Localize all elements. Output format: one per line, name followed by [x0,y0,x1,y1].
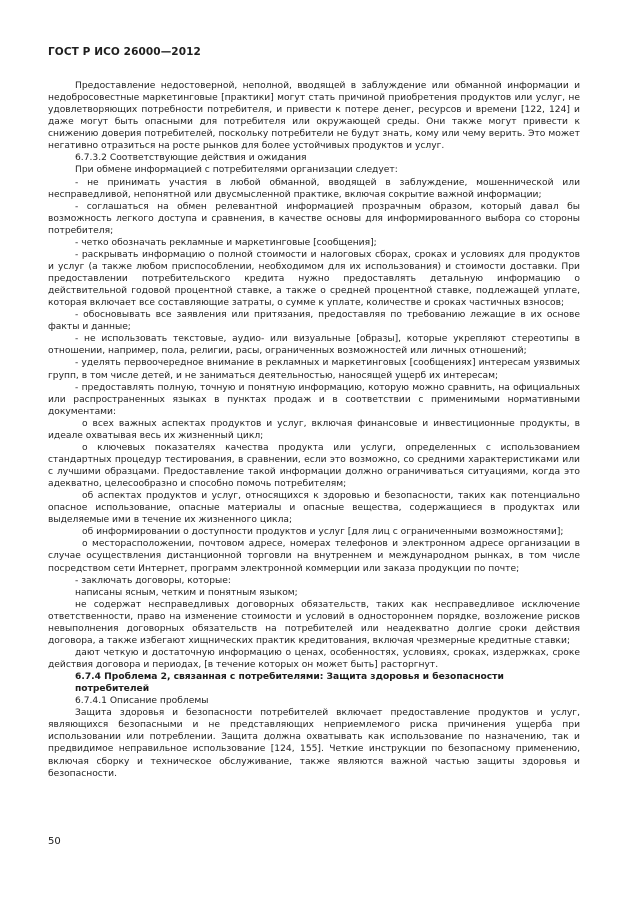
sub-list-item: написаны ясным, четким и понятным языком; [75,587,298,598]
list-item: - обосновывать все заявления или притязания, предоставляя по требованию лежащие в их основе факты и данные; [48,310,580,333]
list-item: - заключать договоры, которые: [75,575,231,586]
sub-list-item: о всех важных аспектах продуктов и услуг, включая финансовые и инвестиционные продукты, в идеале охватывая весь их жизненный цикл; [48,418,580,441]
list-item: - соглашаться на обмен релевантной информацией прозрачным образом, который давал бы возможность легкого доступа и сравнения, в качестве основы для информированного выбора со стороны потребителя; [48,201,580,236]
list-item: - не использовать текстовые, аудио- или визуальные [образы], которые укрепляют стереотипы в отношении, например, пола, религии, расы, ограниченных возможностей или личных отношений; [48,334,580,357]
document-body [48,80,580,780]
list-item: - уделять первоочередное внимание в рекламных и маркетинговых [сообщениях] интересам уязвимых групп, в том числе детей, и не заниматься деятельностью, наносящей ущерб их интересам; [48,358,580,381]
list-item: - не принимать участия в любой обманной, вводящей в заблуждение, мошеннической или несправедливой, непонятной или двусмысленной практике, включая сокрытие важной информации; [48,177,580,200]
sub-list-item: дают четкую и достаточную информацию о ценах, особенностях, условиях, сроках, издержках, сроке действия договора и периодах, [в течение которых он может быть] расторгнут. [48,647,580,670]
sub-list-item: об аспектах продуктов и услуг, относящихся к здоровью и безопасности, таких как потенциально опасное использование, опасные материалы и опасные вещества, содержащиеся в продуктах или выделяемые ими в течение их жизненного цикла; [48,491,580,526]
sub-list-item: об информировании о доступности продуктов и услуг [для лиц с ограниченными возможностями]; [82,527,564,538]
page-number: 50 [48,836,61,847]
sub-list-item: о ключевых показателях качества продукта или услуги, определенных с использованием стандартных процедур тестирования, в сравнении, если это возможно, со средними характеристиками или с лучшими образцами. Предоставление такой информации должно ограничиваться ситуациями, когда это адекватно, целесообразно и способно помочь потребителям; [48,442,580,490]
list-item: - четко обозначать рекламные и маркетинговые [сообщения]; [75,237,377,248]
subsection-heading: 6.7.4.1 Описание проблемы [75,696,209,707]
paragraph: При обмене информацией с потребителями организации следует: [75,165,398,176]
paragraph: Защита здоровья и безопасности потребителей включает предоставление продуктов и услуг, являющихся безопасными и не представляющих неприемлемого риска причинения ущерба при использовании или потреблении. Защита должна охватывать как использование по назначению, так и предвидимое неправильное использование [124, 155]. Четкие инструкции по безопасному применению, включая сборку и техническое обслуживание, также являются важной частью защиты здоровья и безопасности. [48,708,580,779]
section-heading-bold: 6.7.4 Проблема 2, связанная с потребителями: Защита здоровья и безопасности потребителей [75,672,504,695]
sub-list-item: о месторасположении, почтовом адресе, номерах телефонов и электронном адресе организации в случае осуществления дистанционной торговли на внутреннем и международном рынках, в том числе посредством сети Интернет, программ электронной коммерции или заказа продукции по почте; [48,539,580,574]
list-item: - предоставлять полную, точную и понятную информацию, которую можно сравнить, на официальных или распространенных языках в пунктах продаж и в соответствии с применимыми нормативными документами: [48,382,580,417]
section-heading: 6.7.3.2 Соответствующие действия и ожидания [75,153,307,164]
paragraph: Предоставление недостоверной, неполной, вводящей в заблуждение или обманной информации и недобросовестные маркетинговые [практики] могут стать причиной приобретения продуктов или услуг, не удовлетворяющих потребности потребителя, и привести к потере денег, ресурсов и времени [122, 124] и даже могут быть опасными для потребителя или окружающей среды. Они также могут привести к снижению доверия потребителей, поскольку потребители не будут знать, кому или чему верить. Это может негативно отразиться на росте рынков для более устойчивых продуктов и услуг. [48,81,580,152]
list-item: - раскрывать информацию о полной стоимости и налоговых сборах, сроках и условиях для продуктов и услуг (а также любом приспособлении, необходимом для их использования) и стоимости доставки. При предоставлении потребительского кредита нужно предоставлять детальную информацию о действительной годовой процентной ставке, а также о средней процентной ставке, подлежащей уплате, которая включает все составляющие затраты, о сумме к уплате, количестве и сроках частичных взносов; [48,249,580,309]
document-header: ГОСТ Р ИСО 26000—2012 [48,46,201,58]
sub-list-item: не содержат несправедливых договорных обязательств, таких как несправедливое исключение ответственности, право на изменение стоимости и условий в одностороннем порядке, возложение рисков невыполнения договорных обязательств на потребителей или неадекватно долгие сроки действия договора, а также избегают хищнических практик кредитования, включая чрезмерные кредитные ставки; [48,599,580,646]
